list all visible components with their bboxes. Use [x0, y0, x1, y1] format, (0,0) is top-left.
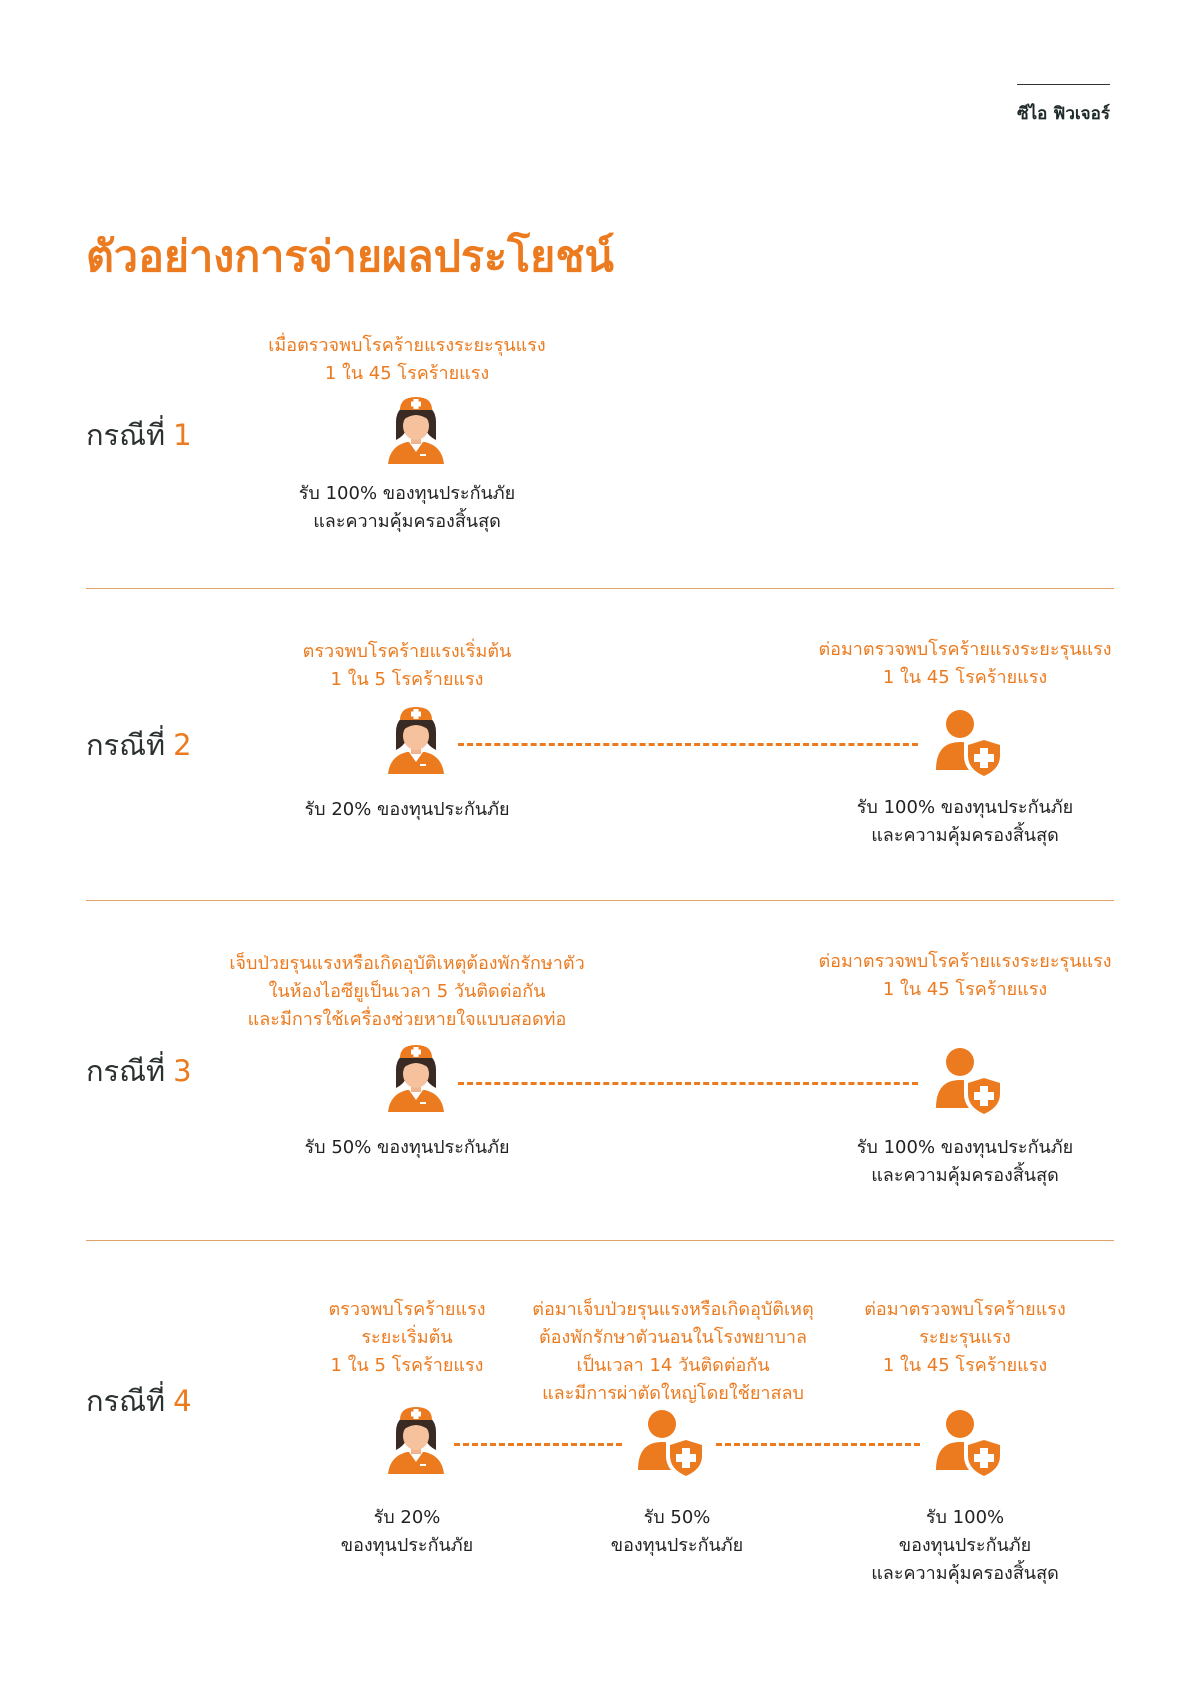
benefit-line: รับ 20% — [373, 1507, 441, 1528]
benefit-line: และความคุ้มครองสิ้นสุด — [313, 511, 501, 532]
benefit-line: รับ 100% — [925, 1507, 1005, 1528]
nurse-icon — [382, 396, 450, 466]
condition-line: ต่อมาตรวจพบโรคร้ายแรงระยะรุนแรง — [818, 951, 1112, 972]
benefit-line: ของทุนประกันภัย — [340, 1535, 474, 1556]
condition-line: 1 ใน 45 โรคร้ายแรง — [882, 979, 1048, 1000]
person-shield-icon — [936, 1044, 1008, 1120]
case-number: 4 — [173, 1384, 192, 1418]
timeline-connector — [458, 1082, 918, 1085]
case-4-step-1-condition — [302, 1296, 512, 1380]
case-2-label — [86, 722, 192, 768]
benefit-line: และความคุ้มครองสิ้นสุด — [871, 1563, 1059, 1584]
condition-line: และมีการผ่าตัดใหญ่โดยใช้ยาสลบ — [542, 1383, 804, 1404]
condition-line: ต่อมาเจ็บป่วยรุนแรงหรือเกิดอุบัติเหตุ — [532, 1299, 814, 1320]
case-4-label — [86, 1378, 192, 1424]
section-divider — [86, 588, 1114, 589]
benefit-line: ของทุนประกันภัย — [898, 1535, 1032, 1556]
case-2-step-1-benefit — [227, 796, 587, 824]
condition-line: 1 ใน 45 โรคร้ายแรง — [882, 1355, 1048, 1376]
benefit-line: ของทุนประกันภัย — [610, 1535, 744, 1556]
condition-line: เจ็บป่วยรุนแรงหรือเกิดอุบัติเหตุต้องพักรักษาตัว — [229, 953, 585, 974]
case-1-label — [86, 412, 192, 458]
case-3-step-1-benefit — [227, 1134, 587, 1162]
condition-line: ต่อมาตรวจพบโรคร้ายแรง — [864, 1299, 1066, 1320]
benefit-line: รับ 100% ของทุนประกันภัย — [298, 483, 516, 504]
condition-line: ในห้องไอซียูเป็นเวลา 5 วันติดต่อกัน — [268, 981, 546, 1002]
page-title: ตัวอย่างการจ่ายผลประโยชน์ — [86, 232, 614, 282]
condition-line: 1 ใน 5 โรคร้ายแรง — [330, 1355, 484, 1376]
person-shield-icon — [638, 1406, 710, 1482]
case-label-text: กรณีที่ — [86, 418, 166, 452]
timeline-connector — [454, 1443, 622, 1446]
case-1-benefit — [227, 480, 587, 536]
condition-line: ตรวจพบโรคร้ายแรงเริ่มต้น — [302, 641, 512, 662]
condition-line: ตรวจพบโรคร้ายแรง — [328, 1299, 486, 1320]
brand-name: ซีไอ ฟิวเจอร์ — [1017, 104, 1110, 124]
benefit-line: รับ 100% ของทุนประกันภัย — [856, 1137, 1074, 1158]
case-4-step-1-benefit — [302, 1504, 512, 1560]
person-shield-icon — [936, 1406, 1008, 1482]
benefit-line: รับ 100% ของทุนประกันภัย — [856, 797, 1074, 818]
nurse-icon — [382, 1044, 450, 1114]
benefit-line: และความคุ้มครองสิ้นสุด — [871, 825, 1059, 846]
case-2-step-1-condition — [227, 638, 587, 694]
case-number: 1 — [173, 418, 192, 452]
brand-rule — [1017, 84, 1110, 85]
case-label-text: กรณีที่ — [86, 728, 166, 762]
section-divider — [86, 900, 1114, 901]
case-3-step-1-condition — [197, 950, 617, 1034]
case-3-label — [86, 1048, 192, 1094]
case-3-step-2-benefit — [800, 1134, 1130, 1190]
condition-line: เป็นเวลา 14 วันติดต่อกัน — [576, 1355, 770, 1376]
benefit-line: รับ 20% ของทุนประกันภัย — [304, 799, 510, 820]
timeline-connector — [458, 743, 918, 746]
case-1-condition — [227, 332, 587, 388]
nurse-icon — [382, 706, 450, 776]
benefit-line: และความคุ้มครองสิ้นสุด — [871, 1165, 1059, 1186]
benefit-line: รับ 50% — [643, 1507, 711, 1528]
case-label-text: กรณีที่ — [86, 1054, 166, 1088]
nurse-icon — [382, 1406, 450, 1476]
case-4-step-3-benefit — [840, 1504, 1090, 1588]
condition-line: 1 ใน 5 โรคร้ายแรง — [330, 669, 484, 690]
timeline-connector — [716, 1443, 920, 1446]
person-shield-icon — [936, 706, 1008, 782]
case-3-step-2-condition — [800, 948, 1130, 1004]
case-4-step-2-condition — [512, 1296, 834, 1408]
condition-line: ระยะรุนแรง — [919, 1327, 1011, 1348]
section-divider — [86, 1240, 1114, 1241]
case-2-step-2-benefit — [800, 794, 1130, 850]
condition-line: ต่อมาตรวจพบโรคร้ายแรงระยะรุนแรง — [818, 639, 1112, 660]
condition-line: ต้องพักรักษาตัวนอนในโรงพยาบาล — [538, 1327, 808, 1348]
condition-line: เมื่อตรวจพบโรคร้ายแรงระยะรุนแรง — [268, 335, 546, 356]
condition-line: 1 ใน 45 โรคร้ายแรง — [882, 667, 1048, 688]
case-4-step-3-condition — [840, 1296, 1090, 1380]
condition-line: ระยะเริ่มต้น — [361, 1327, 453, 1348]
condition-line: และมีการใช้เครื่องช่วยหายใจแบบสอดท่อ — [247, 1009, 567, 1030]
case-number: 3 — [173, 1054, 192, 1088]
case-number: 2 — [173, 728, 192, 762]
case-2-step-2-condition — [800, 636, 1130, 692]
case-4-step-2-benefit — [572, 1504, 782, 1560]
benefit-line: รับ 50% ของทุนประกันภัย — [304, 1137, 510, 1158]
condition-line: 1 ใน 45 โรคร้ายแรง — [324, 363, 490, 384]
case-label-text: กรณีที่ — [86, 1384, 166, 1418]
